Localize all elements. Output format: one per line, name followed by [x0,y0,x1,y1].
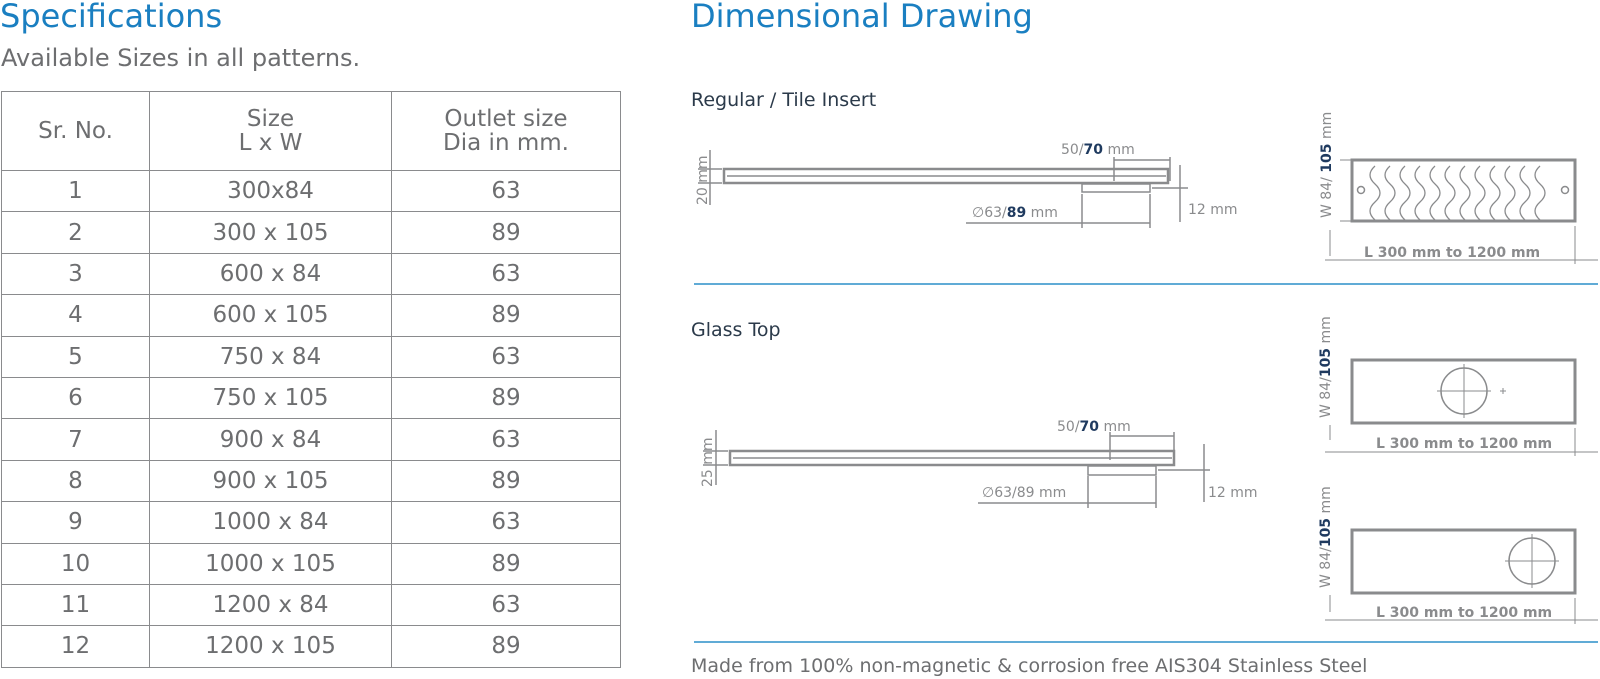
size-cell: 600 x 84 [150,253,392,294]
glass-outlet-height-label: 12 mm [1208,485,1258,501]
glass-length-label-2: L 300 mm to 1200 mm [1376,605,1553,621]
outlet-cell: 89 [392,295,621,336]
regular-side-view [698,150,1188,228]
diameter-icon: ∅ [972,205,985,221]
sr-no-cell: 1 [2,171,150,212]
size-cell: 900 x 105 [150,460,392,501]
sr-no-cell: 11 [2,584,150,625]
sr-no-cell: 8 [2,460,150,501]
glass-width-label-2: W 84/105 mm [1318,486,1334,588]
regular-outlet-label: ∅63/89 mm [972,205,1058,221]
glass-outlet-label: ∅63/89 mm [982,485,1067,501]
regular-outlet-height-label: 12 mm [1188,202,1238,218]
outlet-cell: 89 [392,377,621,418]
outlet-cell: 89 [392,626,621,667]
size-cell: 750 x 84 [150,336,392,377]
diameter-icon: ∅ [982,485,995,501]
sr-no-cell: 5 [2,336,150,377]
sr-no-cell: 6 [2,377,150,418]
size-cell: 600 x 105 [150,295,392,336]
glass-width-label: W 84/105 mm [1318,316,1334,418]
outlet-cell: 89 [392,543,621,584]
regular-depth-label: 50/70 mm [1061,142,1135,158]
sr-no-cell: 9 [2,502,150,543]
header-outlet-line2: Dia in mm. [443,130,569,156]
glass-height-label: 25 mm [700,437,716,487]
size-cell: 300x84 [150,171,392,212]
outlet-cell: 63 [392,584,621,625]
outlet-cell: 89 [392,212,621,253]
size-cell: 1000 x 105 [150,543,392,584]
outlet-cell: 63 [392,171,621,212]
sr-no-cell: 2 [2,212,150,253]
wave-pattern [1370,166,1545,220]
outlet-cell: 89 [392,460,621,501]
size-cell: 900 x 84 [150,419,392,460]
regular-length-label: L 300 mm to 1200 mm [1364,245,1541,261]
material-footer: Made from 100% non-magnetic & corrosion free AIS304 Stainless Steel [691,655,1368,677]
glass-length-label: L 300 mm to 1200 mm [1376,436,1553,452]
outlet-cell: 63 [392,419,621,460]
specifications-title: Specifications [0,0,223,35]
outlet-cell: 63 [392,253,621,294]
glass-depth-label: 50/70 mm [1057,419,1131,435]
sr-no-cell: 10 [2,543,150,584]
sr-no-cell: 7 [2,419,150,460]
header-size-line2: L x W [238,130,303,156]
sr-no-cell: 3 [2,253,150,294]
size-cell: 300 x 105 [150,212,392,253]
header-sr-no: Sr. No. [2,92,150,171]
outlet-cell: 63 [392,502,621,543]
size-cell: 1000 x 84 [150,502,392,543]
regular-height-label: 20 mm [695,155,711,205]
glass-top-label: Glass Top [691,319,781,341]
size-cell: 1200 x 105 [150,626,392,667]
header-size-line1: Size [246,105,295,132]
size-cell: 1200 x 84 [150,584,392,625]
glass-side-view [703,430,1210,508]
regular-width-label: W 84/ 105 mm [1319,111,1335,218]
header-outlet-line1: Outlet size [444,105,568,132]
drawing-title: Dimensional Drawing [691,0,1033,35]
regular-label: Regular / Tile Insert [691,89,877,111]
outlet-cell: 63 [392,336,621,377]
size-cell: 750 x 105 [150,377,392,418]
specifications-subtitle: Available Sizes in all patterns. [1,44,361,72]
sr-no-cell: 12 [2,626,150,667]
sr-no-cell: 4 [2,295,150,336]
